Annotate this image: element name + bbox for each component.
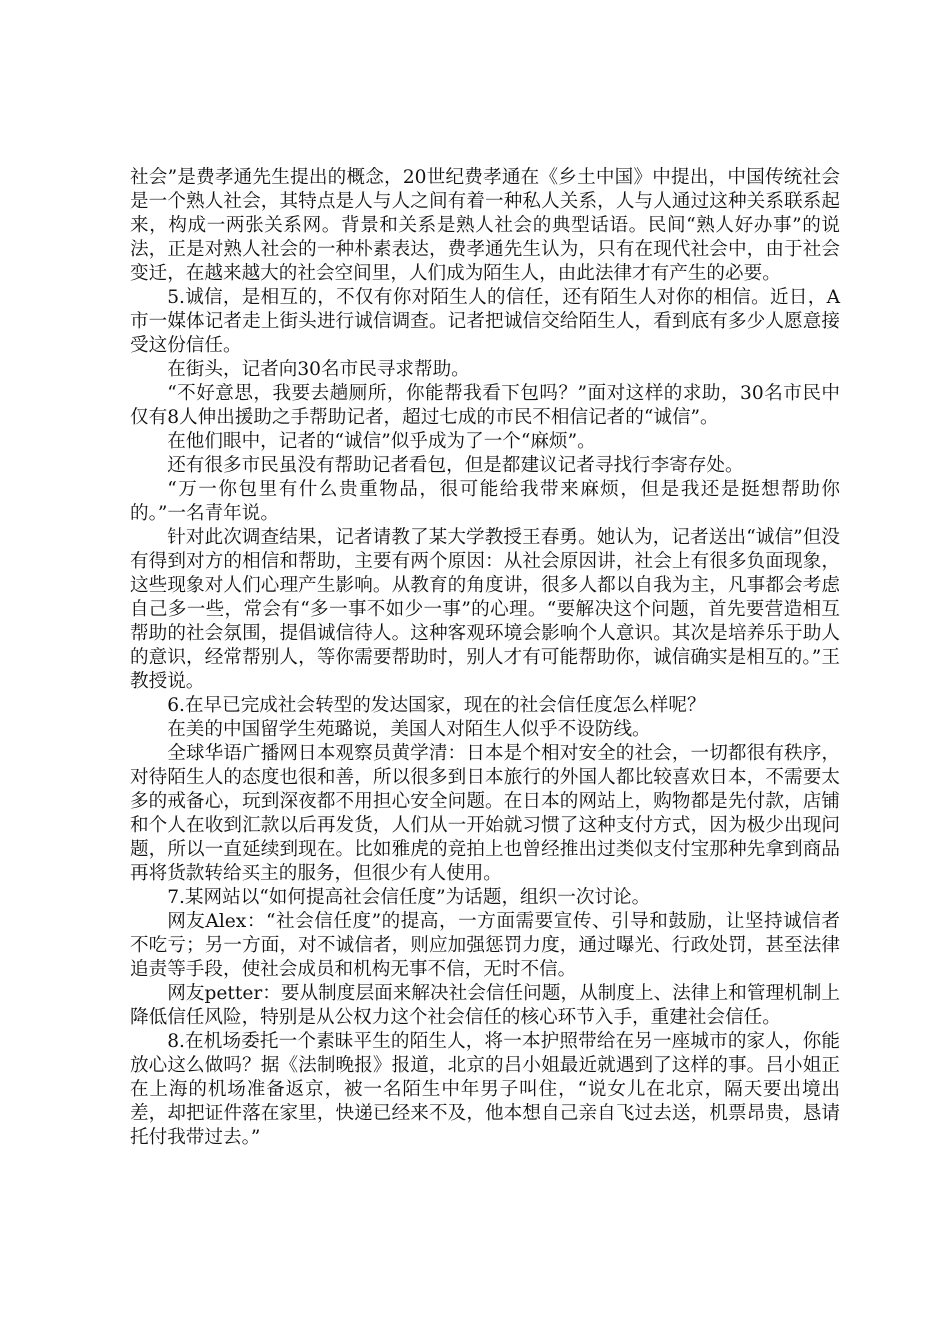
paragraph-street-survey: 在街头，记者向30名市民寻求帮助。 bbox=[167, 359, 470, 380]
paragraph-netizen-petter: 网友petter：要从制度层面来解决社会信任问题，从制度上、法律上和管理机制上降低信任风险，特别是从公权力这个社会信任的核心环节入手，重建社会信任。 bbox=[130, 983, 840, 1028]
paragraph-young-man-quote: “万一你包里有什么贵重物品，很可能给我带来麻烦，但是我还是挺想帮助你的。”一名青年说。 bbox=[130, 479, 840, 524]
document-page bbox=[130, 166, 840, 1150]
paragraph-item-5: 5.诚信，是相互的，不仅有你对陌生人的信任，还有陌生人对你的相信。近日，A市一媒体记者走上街头进行诚信调查。记者把诚信交给陌生人，看到底有多少人愿意接受这份信任。 bbox=[130, 287, 840, 356]
paragraph-bag-request: “不好意思，我要去趟厕所，你能帮我看下包吗？”面对这样的求助，30名市民中仅有8人伸出援助之手帮助记者，超过七成的市民不相信记者的“诚信”。 bbox=[130, 383, 840, 428]
paragraph-item-7: 7.某网站以“如何提高社会信任度”为话题，组织一次讨论。 bbox=[167, 887, 651, 908]
paragraph-acquaintance-society: 社会”是费孝通先生提出的概念，20世纪费孝通在《乡土中国》中提出，中国传统社会是一个熟人社会，其特点是人与人之间有着一种私人关系，人与人通过这种关系联系起来，构成一两张关系网。背景和关系是熟人社会的典型话语。民间“熟人好办事”的说法，正是对熟人社会的一种朴素表达，费孝通先生认为，只有在现代社会中，由于社会变迁，在越来越大的社会空间里，人们成为陌生人，由此法律才有产生的必要。 bbox=[130, 167, 840, 284]
paragraph-item-8: 8.在机场委托一个素昧平生的陌生人，将一本护照带给在另一座城市的家人，你能放心这么做吗？据《法制晚报》报道，北京的吕小姐最近就遇到了这样的事。吕小姐正在上海的机场准备返京，被一名陌生中年男子叫住，“说女儿在北京，隔天要出境出差，却把证件落在家里，快递已经来不及，他本想自己亲自飞过去送，机票昂贵，恳请托付我带过去。” bbox=[130, 1031, 840, 1148]
paragraph-luggage-storage: 还有很多市民虽没有帮助记者看包，但是都建议记者寻找行李寄存处。 bbox=[167, 455, 744, 476]
paragraph-item-6: 6.在早已完成社会转型的发达国家，现在的社会信任度怎么样呢？ bbox=[167, 695, 706, 716]
paragraph-trouble: 在他们眼中，记者的“诚信”似乎成为了一个“麻烦”。 bbox=[167, 431, 596, 452]
paragraph-netizen-alex: 网友Alex：“社会信任度”的提高，一方面需要宣传、引导和鼓励，让坚持诚信者不吃亏；另一方面，对不诚信者，则应加强惩罚力度，通过曝光、行政处罚，甚至法律追责等手段，使社会成员和机构无事不信，无时不信。 bbox=[130, 911, 840, 980]
paragraph-japan-observer: 全球华语广播网日本观察员黄学清：日本是个相对安全的社会，一切都很有秩序，对待陌生人的态度也很和善，所以很多到日本旅行的外国人都比较喜欢日本，不需要太多的戒备心，玩到深夜都不用担心安全问题。在日本的网站上，购物都是先付款，店铺和个人在收到汇款以后再发货，人们从一开始就习惯了这种支付方式，因为极少出现问题，所以一直延续到现在。比如雅虎的竞拍上也曾经推出过类似支付宝那种先拿到商品再将货款转给买主的服务，但很少有人使用。 bbox=[130, 743, 840, 884]
paragraph-professor-analysis: 针对此次调查结果，记者请教了某大学教授王春勇。她认为，记者送出“诚信”但没有得到对方的相信和帮助，主要有两个原因：从社会原因讲，社会上有很多负面现象，这些现象对人们心理产生影响。从教育的角度讲，很多人都以自我为主，凡事都会考虑自己多一些，常会有“多一事不如少一事”的心理。“要解决这个问题，首先要营造相互帮助的社会氛围，提倡诚信待人。这种客观环境会影响个人意识。其次是培养乐于助人的意识，经常帮别人，等你需要帮助时，别人才有可能帮助你，诚信确实是相互的。”王教授说。 bbox=[130, 527, 840, 692]
paragraph-us-student: 在美的中国留学生苑璐说，美国人对陌生人似乎不设防线。 bbox=[167, 719, 651, 740]
